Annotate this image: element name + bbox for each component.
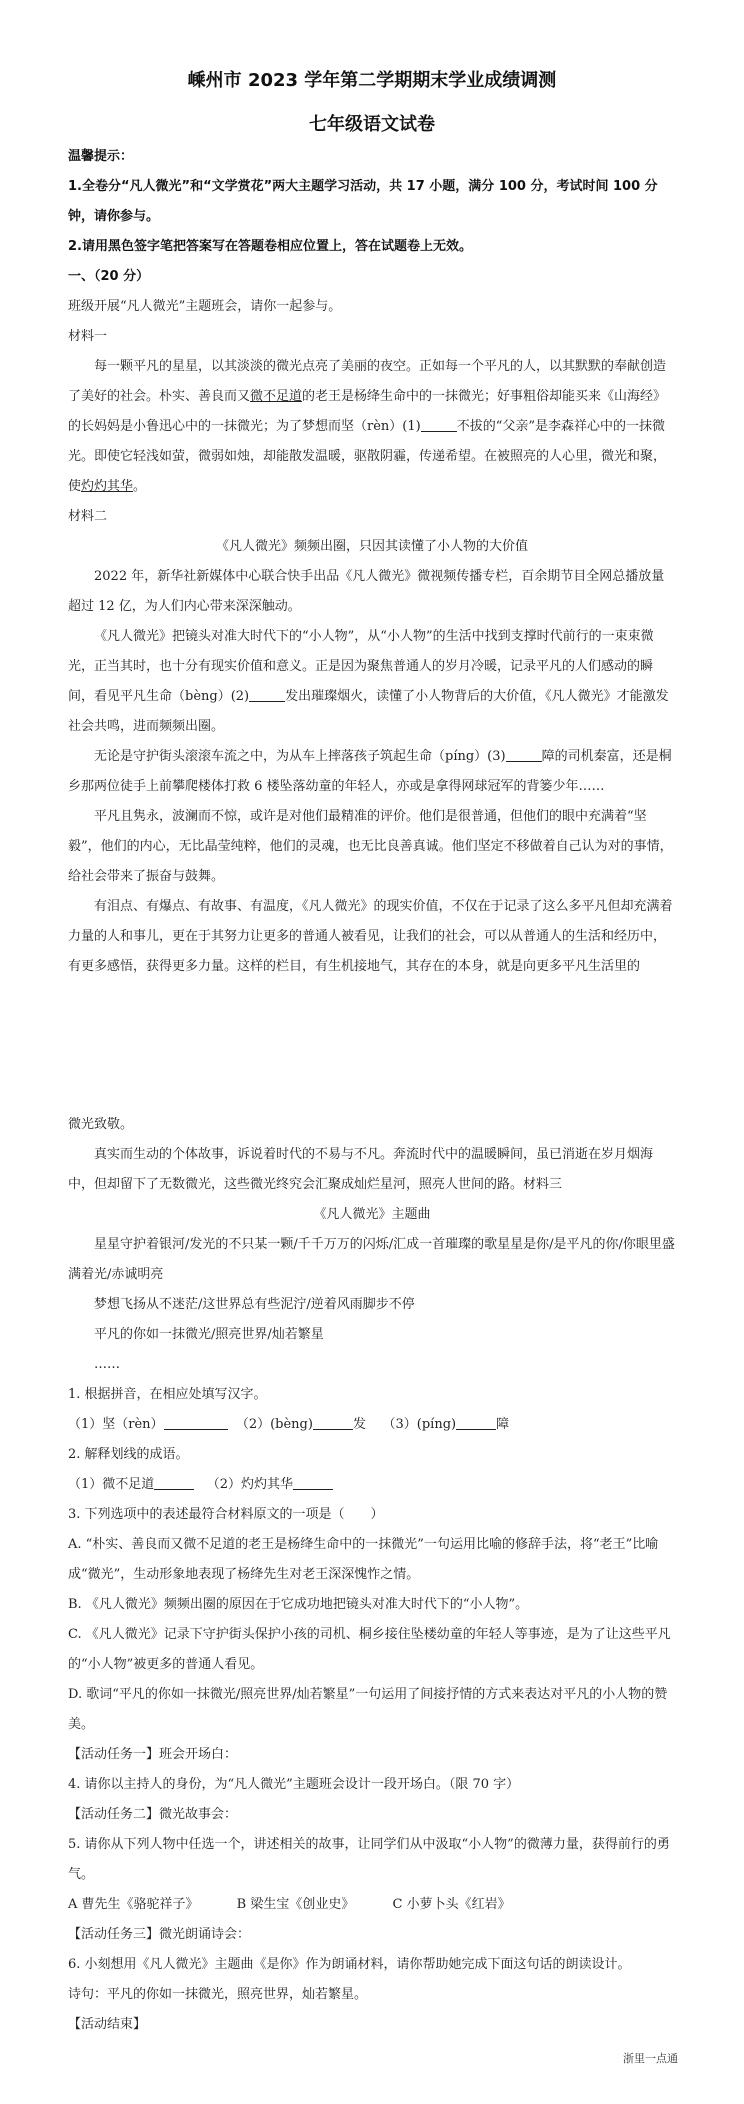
q5-option-c: C 小萝卜头《红岩》 <box>392 1897 511 1912</box>
material-2-label: 材料二 <box>68 509 108 524</box>
question-3-option-d: D. 歌词“平凡的你如一抹微光/照亮世界/灿若繁星”一句运用了间接抒情的方式来表达对平凡的小人物的赞美。 <box>68 1687 668 1732</box>
material-2-para-3: 无论是守护街头滚滚车流之中，为从车上摔落孩子筑起生命（píng）(3) 障的司机秦富，还是桐乡那两位徒手上前攀爬楼体打救 6 楼坠落幼童的年轻人，亦或是拿得网球冠军的背篓少年…… <box>68 749 672 794</box>
blank-1 <box>421 417 457 432</box>
activity-intro: 班级开展“凡人微光”主题班会，请你一起参与。 <box>68 299 342 314</box>
material-2-para-5: 有泪点、有爆点、有故事、有温度，《凡人微光》的现实价值，不仅在于记录了这么多平凡但却充满着力量的人和事儿，更在于其努力让更多的普通人被看见，让我们的社会，可以从普通人的生活和经历中，有更多感悟，获得更多力量。这样的栏目，有生机接地气，其存在的本身，就是向更多平凡生活里的 <box>68 899 673 974</box>
materials-continued <box>68 1110 676 1380</box>
underlined-idiom-1: 微不足道 <box>250 389 303 404</box>
material-2-para-5-end: 微光致敬。 <box>68 1117 134 1132</box>
question-2-blanks: （1）微不足道 （2）灼灼其华 <box>68 1470 676 1500</box>
q1-blank-3[interactable] <box>456 1415 496 1430</box>
blank-2 <box>249 687 285 702</box>
tips-line-1: 1.全卷分“凡人微光”和“文学赏花”两大主题学习活动，共 17 小题，满分 100 分，考试时间 100 分钟，请你参与。 <box>68 179 658 224</box>
questions-section <box>68 1380 676 2040</box>
question-3: 3. 下列选项中的表述最符合材料原文的一项是（ ） <box>68 1507 384 1522</box>
q2-blank-1[interactable] <box>154 1475 194 1490</box>
question-1-blanks: （1）坚（rèn） （2）(bèng) 发 （3）(píng) 障 <box>68 1417 510 1432</box>
question-3-option-b: B. 《凡人微光》频频出圈的原因在于它成功地把镜头对准大时代下的“小人物”。 <box>68 1597 529 1612</box>
material-2-para-6: 真实而生动的个体故事，诉说着时代的不易与不凡。奔流时代中的温暖瞬间，虽已消逝在岁月烟海中，但却留下了无数微光，这些微光终究会汇聚成灿烂星河，照亮人世间的路。材料三 <box>68 1147 654 1192</box>
q1-blank-1[interactable] <box>164 1415 228 1430</box>
question-1: 1. 根据拼音，在相应处填写汉字。 <box>68 1387 267 1402</box>
material-1-label: 材料一 <box>68 329 108 344</box>
question-3-option-a: A. “朴实、善良而又微不足道的老王是杨绛生命中的一抹微光”一句运用比喻的修辞手法，将“老王”比喻成“微光”，生动形象地表现了杨绛先生对老王深深愧怍之情。 <box>68 1537 659 1582</box>
material-2-para-2: 《凡人微光》把镜头对准大时代下的“小人物”，从“小人物”的生活中找到支撑时代前行的一束束微光，正当其时，也十分有现实价值和意义。正是因为聚焦普通人的岁月冷暖，记录平凡的人们感动的瞬间，看见平凡生命（bèng）(2) 发出璀璨烟火，读懂了小人物背后的大价值，《凡人微光》才能激发社会共鸣，进而频频出圈。 <box>68 629 669 734</box>
footer-watermark: 浙里一点通 <box>623 2052 678 2065</box>
question-6-poem: 诗句：平凡的你如一抹微光，照亮世界，灿若繁星。 <box>68 1987 368 2002</box>
exam-subtitle: 七年级语文试卷 <box>309 114 435 135</box>
question-6: 6. 小刻想用《凡人微光》主题曲《是你》作为朗诵材料，请你帮助她完成下面这句话的朗读设计。 <box>68 1957 631 1972</box>
q5-option-b: B 梁生宝《创业史》 <box>236 1897 355 1912</box>
lyrics-line-2: 梦想飞扬从不迷茫/这世界总有些泥泞/逆着风雨脚步不停 <box>94 1297 415 1312</box>
task-2-heading: 【活动任务二】微光故事会： <box>68 1807 238 1822</box>
question-3-option-c: C. 《凡人微光》记录下守护街头保护小孩的司机、桐乡接住坠楼幼童的年轻人等事迹，是为了让这些平凡的“小人物”被更多的普通人看见。 <box>68 1627 671 1672</box>
lyrics-line-1: 星星守护着银河/发光的不只某一颗/千千万万的闪烁/汇成一首璀璨的歌星星是你/是平凡的你/你眼里盛满着光/赤诚明亮 <box>68 1237 675 1282</box>
materials-section <box>68 292 676 982</box>
lyrics-ellipsis: …… <box>94 1357 120 1372</box>
blank-3 <box>506 747 542 762</box>
exam-title: 嵊州市 2023 学年第二学期期末学业成绩调测 <box>187 70 557 91</box>
underlined-idiom-2: 灼灼其华 <box>81 479 134 494</box>
material-2-para-4: 平凡且隽永，波澜而不惊，或许是对他们最精准的评价。他们是很普通，但他们的眼中充满着“坚毅”，他们的内心，无比晶莹纯粹，他们的灵魂，也无比良善真诚。他们坚定不移做着自己认为对的事情，给社会带来了振奋与鼓舞。 <box>68 809 673 884</box>
section-heading: 一、（20 分） <box>68 269 150 284</box>
material-2-title: 《凡人微光》频频出圈，只因其读懂了小人物的大价值 <box>215 539 528 554</box>
material-3-title: 《凡人微光》主题曲 <box>313 1207 431 1222</box>
question-5: 5. 请你从下列人物中任选一个，讲述相关的故事，让同学们从中汲取“小人物”的微薄力量，获得前行的勇气。 <box>68 1837 670 1882</box>
q5-option-a: A 曹先生《骆驼祥子》 <box>68 1897 199 1912</box>
q2-blank-2[interactable] <box>293 1475 333 1490</box>
q1-blank-2[interactable] <box>313 1415 353 1430</box>
task-1-heading: 【活动任务一】班会开场白： <box>68 1747 238 1762</box>
tips-line-2: 2.请用黑色签字笔把答案写在答题卷相应位置上，答在试题卷上无效。 <box>68 239 472 254</box>
activity-end: 【活动结束】 <box>68 2017 147 2032</box>
tips-heading: 温馨提示： <box>68 149 134 164</box>
lyrics-line-3: 平凡的你如一抹微光/照亮世界/灿若繁星 <box>94 1327 324 1342</box>
task-3-heading: 【活动任务三】微光朗诵诗会： <box>68 1927 251 1942</box>
question-5-options <box>68 1890 676 1920</box>
question-4: 4. 请你以主持人的身份，为“凡人微光”主题班会设计一段开场白。（限 70 字） <box>68 1777 520 1792</box>
question-2: 2. 解释划线的成语。 <box>68 1447 189 1462</box>
material-2-para-1: 2022 年，新华社新媒体中心联合快手出品《凡人微光》微视频传播专栏，百余期节目全网总播放量超过 12 亿，为人们内心带来深深触动。 <box>68 569 665 614</box>
material-1-text: 每一颗平凡的星星，以其淡淡的微光点亮了美丽的夜空。正如每一个平凡的人，以其默默的奉献创造了美好的社会。朴实、善良而又微不足道的老王是杨绛生命中的一抹微光；好事粗俗却能买来《山海经》的长妈妈是小鲁迅心中的一抹微光；为了梦想而坚（rèn）(1) 不拔的“父亲”是李森祥心中的一抹微光。即使它轻浅如萤，微弱如烛，却能散发温暖，驱散阴霾，传递希望。在被照亮的人心里，微光和聚，使灼灼其华。 <box>68 359 667 494</box>
tips-section <box>68 142 676 292</box>
